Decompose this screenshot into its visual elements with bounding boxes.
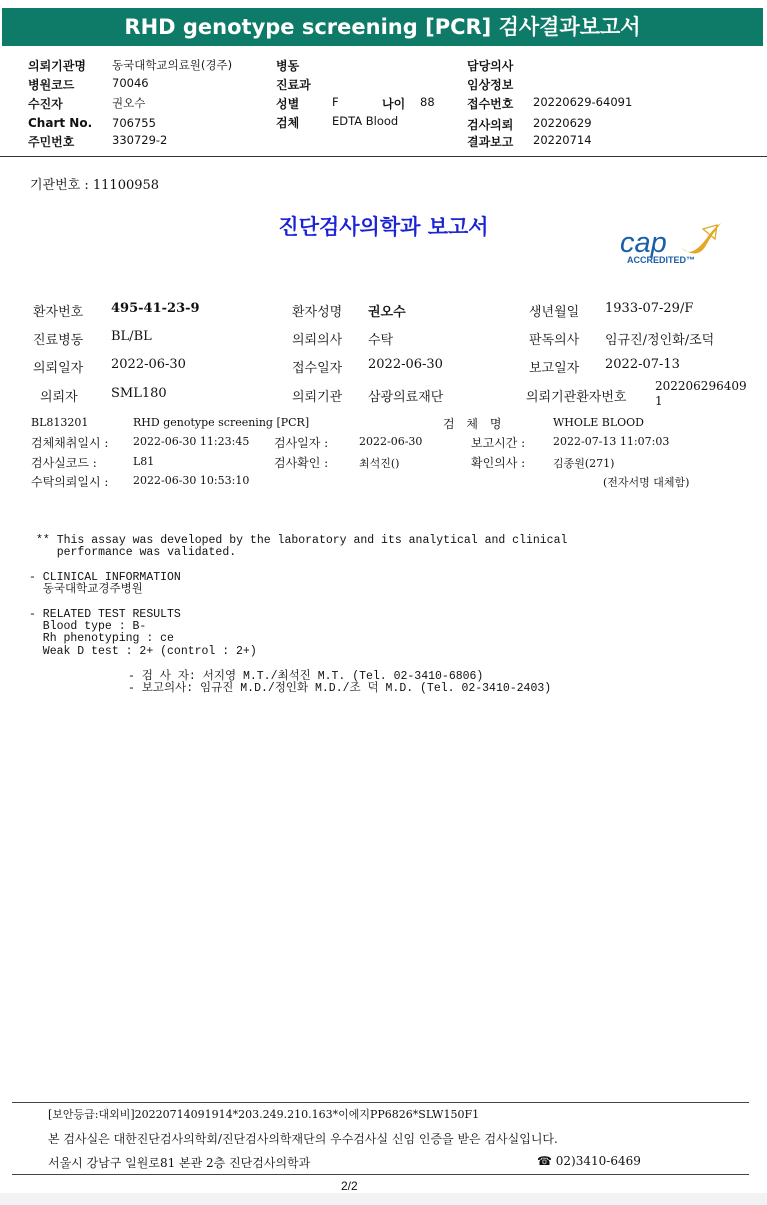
birth-label: 생년월일 bbox=[529, 305, 580, 320]
footer-divider-bottom bbox=[12, 1174, 749, 1175]
ward-field-value: BL/BL bbox=[111, 329, 152, 344]
specimen-name-label: 검 체 명 bbox=[443, 417, 506, 431]
collect-value: 2022-06-30 11:23:45 bbox=[133, 435, 250, 448]
lab-code-value: L81 bbox=[133, 455, 155, 468]
test-name: RHD genotype screening [PCR] bbox=[133, 416, 310, 429]
requesting-institution-value: 동국대학교의료원(경주) bbox=[112, 58, 233, 72]
report-date-field-label: 보고일자 bbox=[529, 361, 580, 376]
confirm-doctor-value: 김종원(271) bbox=[553, 457, 615, 470]
request-date-label: 검사의뢰 bbox=[467, 118, 514, 132]
confirm-label: 검사확인 : bbox=[274, 456, 329, 470]
esign-note: (전자서명 대체함) bbox=[603, 476, 690, 489]
footer-divider-top bbox=[12, 1102, 749, 1103]
birth-value: 1933-07-29/F bbox=[605, 301, 694, 316]
req-doctor-value: 수탁 bbox=[368, 333, 394, 348]
report-date-label: 결과보고 bbox=[467, 135, 514, 149]
phone-line bbox=[537, 1154, 641, 1168]
consign-value: 2022-06-30 10:53:10 bbox=[133, 474, 250, 487]
patient-name-value: 권오수 bbox=[368, 305, 406, 320]
age-value: 88 bbox=[420, 95, 435, 109]
req-institution-value: 삼광의료재단 bbox=[368, 390, 444, 405]
test-date-label: 검사일자 : bbox=[274, 436, 329, 450]
requester-label: 의뢰자 bbox=[40, 390, 78, 405]
address-line: 서울시 강남구 일원로81 본관 2층 진단검사의학과 bbox=[48, 1156, 311, 1170]
clinical-info-label: 임상정보 bbox=[467, 78, 514, 92]
institution-number: 기관번호 : 11100958 bbox=[30, 178, 160, 193]
requester-value: SML180 bbox=[111, 386, 167, 401]
department-label: 진료과 bbox=[276, 78, 311, 92]
collect-label: 검체채취일시 : bbox=[31, 436, 109, 450]
lab-report-title: 진단검사의학과 보고서 bbox=[278, 215, 489, 239]
receipt-date-value: 2022-06-30 bbox=[368, 357, 443, 372]
phone-number: 02)3410-6469 bbox=[555, 1154, 641, 1168]
req-doctor-label: 의뢰의사 bbox=[292, 333, 343, 348]
phone-icon: ☎ bbox=[537, 1154, 552, 1168]
ward-label: 병동 bbox=[276, 59, 300, 73]
cap-logo-text: cap bbox=[620, 227, 667, 259]
request-date-value: 20220629 bbox=[533, 116, 592, 130]
req-institution-label: 의뢰기관 bbox=[292, 390, 343, 405]
sex-label: 성별 bbox=[276, 97, 300, 111]
specimen-name-value: WHOLE BLOOD bbox=[553, 416, 644, 429]
certification-line: 본 검사실은 대한진단검사의학회/진단검사의학재단의 우수검사실 신임 인증을 받은 검사실입니다. bbox=[48, 1132, 558, 1146]
cap-logo-subtext: ACCREDITED™ bbox=[627, 255, 696, 265]
reading-doctor-label: 판독의사 bbox=[529, 333, 580, 348]
reading-doctor-value: 임규진/정인화/조덕 bbox=[605, 333, 715, 348]
resident-no-value: 330729-2 bbox=[112, 133, 168, 147]
req-date-label: 의뢰일자 bbox=[33, 361, 84, 376]
patient-label: 수진자 bbox=[28, 97, 63, 111]
consign-label: 수탁의뢰일시 : bbox=[31, 475, 109, 489]
report-date-field-value: 2022-07-13 bbox=[605, 357, 680, 372]
inst-patient-no-value-line2: 1 bbox=[655, 394, 663, 408]
hospital-code-label: 병원코드 bbox=[28, 78, 75, 92]
receipt-no-value: 20220629-64091 bbox=[533, 95, 633, 109]
report-time-label: 보고시간 : bbox=[471, 436, 526, 450]
patient-name-label: 환자성명 bbox=[292, 305, 343, 320]
patient-no-value: 495-41-23-9 bbox=[111, 301, 200, 316]
receipt-no-label: 접수번호 bbox=[467, 97, 514, 111]
chart-no-value: 706755 bbox=[112, 116, 156, 130]
confirm-doctor-label: 확인의사 : bbox=[471, 456, 526, 470]
chart-no-label: Chart No. bbox=[28, 116, 93, 130]
security-line: [보안등급:대외비]20220714091914*203.249.210.163*이에지PP6826*SLW150F1 bbox=[48, 1108, 480, 1121]
ward-field-label: 진료병동 bbox=[33, 333, 84, 348]
hospital-code-value: 70046 bbox=[112, 76, 149, 90]
receipt-date-label: 접수일자 bbox=[292, 361, 343, 376]
confirm-value: 최석진() bbox=[359, 457, 400, 470]
report-title-bar: RHD genotype screening [PCR] 검사결과보고서 bbox=[2, 8, 763, 46]
inst-patient-no-label: 의뢰기관환자번호 bbox=[526, 390, 627, 405]
age-label: 나이 bbox=[382, 97, 406, 111]
header-divider bbox=[0, 156, 767, 157]
report-time-value: 2022-07-13 11:07:03 bbox=[553, 435, 670, 448]
lab-code-label: 검사실코드 : bbox=[31, 456, 97, 470]
resident-no-label: 주민번호 bbox=[28, 135, 75, 149]
requesting-institution-label: 의뢰기관명 bbox=[28, 59, 86, 73]
related-test-results: - RELATED TEST RESULTS Blood type : B- Rh phenotyping : ce Weak D test : 2+ (control : 2+) bbox=[29, 608, 257, 658]
test-date-value: 2022-06-30 bbox=[359, 435, 423, 448]
req-date-value: 2022-06-30 bbox=[111, 357, 186, 372]
patient-value: 권오수 bbox=[112, 96, 146, 110]
patient-no-label: 환자번호 bbox=[33, 305, 84, 320]
report-date-value: 20220714 bbox=[533, 133, 592, 147]
page-number: 2/2 bbox=[341, 1179, 358, 1193]
specimen-value: EDTA Blood bbox=[332, 114, 399, 128]
staff-info: - 검 사 자: 서지영 M.T./최석진 M.T. (Tel. 02-3410-6806) - 보고의사: 임규진 M.D./정인화 M.D./조 덕 M.D. (Tel. 02-3410-2403) bbox=[128, 670, 552, 696]
doctor-in-charge-label: 담당의사 bbox=[467, 59, 514, 73]
assay-note: ** This assay was developed by the laboratory and its analytical and clinical performance was validated. bbox=[36, 534, 568, 560]
specimen-label: 검체 bbox=[276, 116, 300, 130]
test-code: BL813201 bbox=[31, 416, 89, 429]
sex-value: F bbox=[332, 95, 339, 109]
clinical-information: - CLINICAL INFORMATION 동국대학교경주병원 bbox=[29, 571, 181, 597]
cap-accredited-logo bbox=[617, 219, 727, 269]
inst-patient-no-value-line1: 202206296409 bbox=[655, 379, 747, 393]
